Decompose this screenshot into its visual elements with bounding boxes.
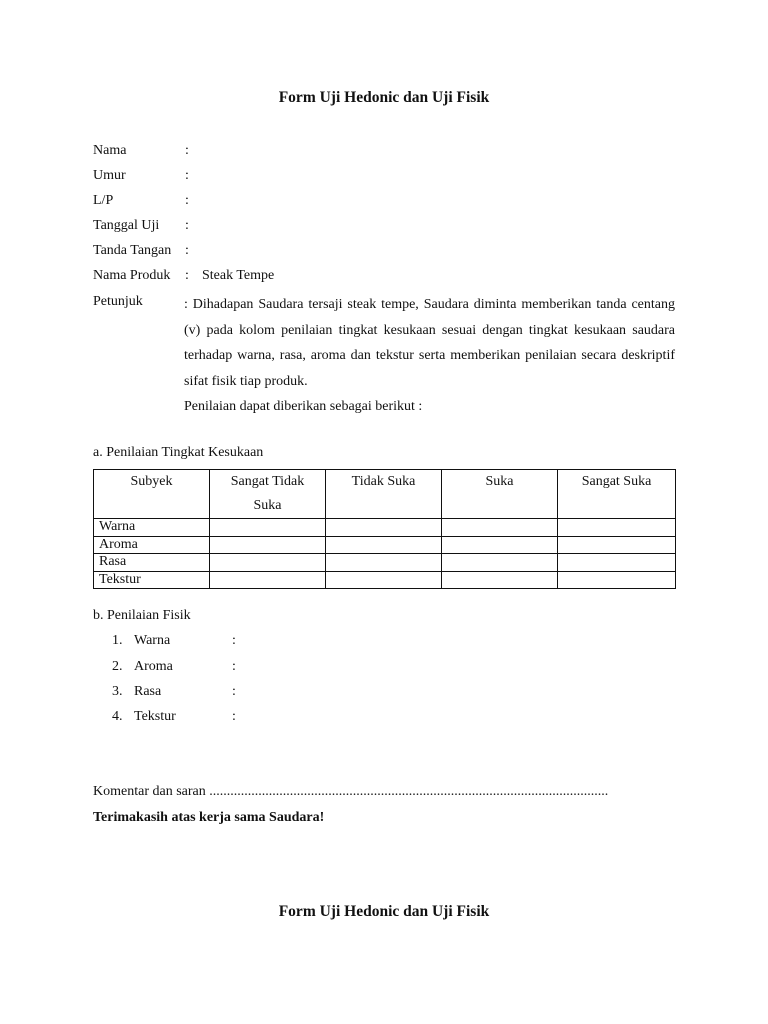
physical-item-colon: :	[232, 709, 236, 724]
rating-cell[interactable]	[558, 536, 676, 554]
column-header-sangat-tidak-suka: Sangat Tidak Suka	[210, 470, 326, 519]
column-header-sangat-suka: Sangat Suka	[558, 470, 676, 519]
rating-cell[interactable]	[558, 554, 676, 572]
field-label-lp: L/P	[93, 193, 114, 208]
physical-item-colon: :	[232, 684, 236, 699]
physical-item-colon: :	[232, 633, 236, 648]
comment-line: Komentar dan saran ..................................................................................................................	[93, 784, 609, 799]
rating-cell[interactable]	[326, 536, 442, 554]
petunjuk-label: Petunjuk	[93, 294, 143, 309]
row-label-tekstur: Tekstur	[94, 571, 210, 589]
rating-cell[interactable]	[442, 554, 558, 572]
rating-cell[interactable]	[326, 571, 442, 589]
field-label-nama: Nama	[93, 143, 127, 158]
column-header-suka: Suka	[442, 470, 558, 519]
field-label-nama-produk: Nama Produk	[93, 268, 171, 283]
rating-cell[interactable]	[210, 536, 326, 554]
column-header-subyek: Subyek	[94, 470, 210, 519]
row-label-aroma: Aroma	[94, 536, 210, 554]
field-colon-nama-produk: :	[185, 268, 189, 283]
rating-cell[interactable]	[558, 519, 676, 537]
physical-item-number: 4.	[112, 709, 123, 724]
field-label-umur: Umur	[93, 168, 126, 183]
field-colon-umur: :	[185, 168, 189, 183]
rating-cell[interactable]	[210, 571, 326, 589]
physical-item-number: 2.	[112, 659, 123, 674]
physical-item-number: 3.	[112, 684, 123, 699]
page-title: Form Uji Hedonic dan Uji Fisik	[278, 89, 490, 106]
physical-item-warna: Warna	[134, 633, 171, 648]
thanks-text: Terimakasih atas kerja sama Saudara!	[93, 810, 325, 825]
physical-item-aroma: Aroma	[134, 659, 173, 674]
rating-cell[interactable]	[326, 519, 442, 537]
table-row	[94, 536, 676, 554]
field-colon-tanda-tangan: :	[185, 243, 189, 258]
row-label-rasa: Rasa	[94, 554, 210, 572]
field-colon-lp: :	[185, 193, 189, 208]
rating-cell[interactable]	[210, 519, 326, 537]
field-label-tanggal-uji: Tanggal Uji	[93, 218, 160, 233]
column-header-tidak-suka: Tidak Suka	[326, 470, 442, 519]
field-colon-tanggal-uji: :	[185, 218, 189, 233]
physical-item-colon: :	[232, 659, 236, 674]
petunjuk-text	[184, 292, 675, 420]
physical-item-tekstur: Tekstur	[134, 709, 176, 724]
field-value-nama-produk: Steak Tempe	[202, 268, 275, 283]
table-row	[94, 519, 676, 537]
row-label-warna: Warna	[94, 519, 210, 537]
rating-cell[interactable]	[442, 536, 558, 554]
section-a-heading: a. Penilaian Tingkat Kesukaan	[93, 445, 264, 460]
rating-cell[interactable]	[210, 554, 326, 572]
field-label-tanda-tangan: Tanda Tangan	[93, 243, 172, 258]
rating-table	[93, 469, 676, 589]
rating-table-header	[94, 470, 676, 519]
petunjuk-body: : Dihadapan Saudara tersaji steak tempe, Saudara diminta memberikan tanda centang (v) pada kolom penilaian tingkat kesukaan sesuai dengan tingkat kesukaan saudara terhadap warna, rasa, aroma dan tekstur serta memberikan penilaian secara deskriptif sifat fisik tiap produk.	[184, 297, 675, 389]
rating-cell[interactable]	[442, 571, 558, 589]
table-row	[94, 571, 676, 589]
field-colon-nama: :	[185, 143, 189, 158]
rating-cell[interactable]	[326, 554, 442, 572]
footer-title: Form Uji Hedonic dan Uji Fisik	[278, 903, 490, 920]
section-b-heading: b. Penilaian Fisik	[93, 608, 191, 623]
table-row	[94, 554, 676, 572]
rating-cell[interactable]	[558, 571, 676, 589]
petunjuk-note: Penilaian dapat diberikan sebagai berikut :	[184, 399, 423, 414]
physical-item-number: 1.	[112, 633, 123, 648]
physical-item-rasa: Rasa	[134, 684, 162, 699]
rating-cell[interactable]	[442, 519, 558, 537]
